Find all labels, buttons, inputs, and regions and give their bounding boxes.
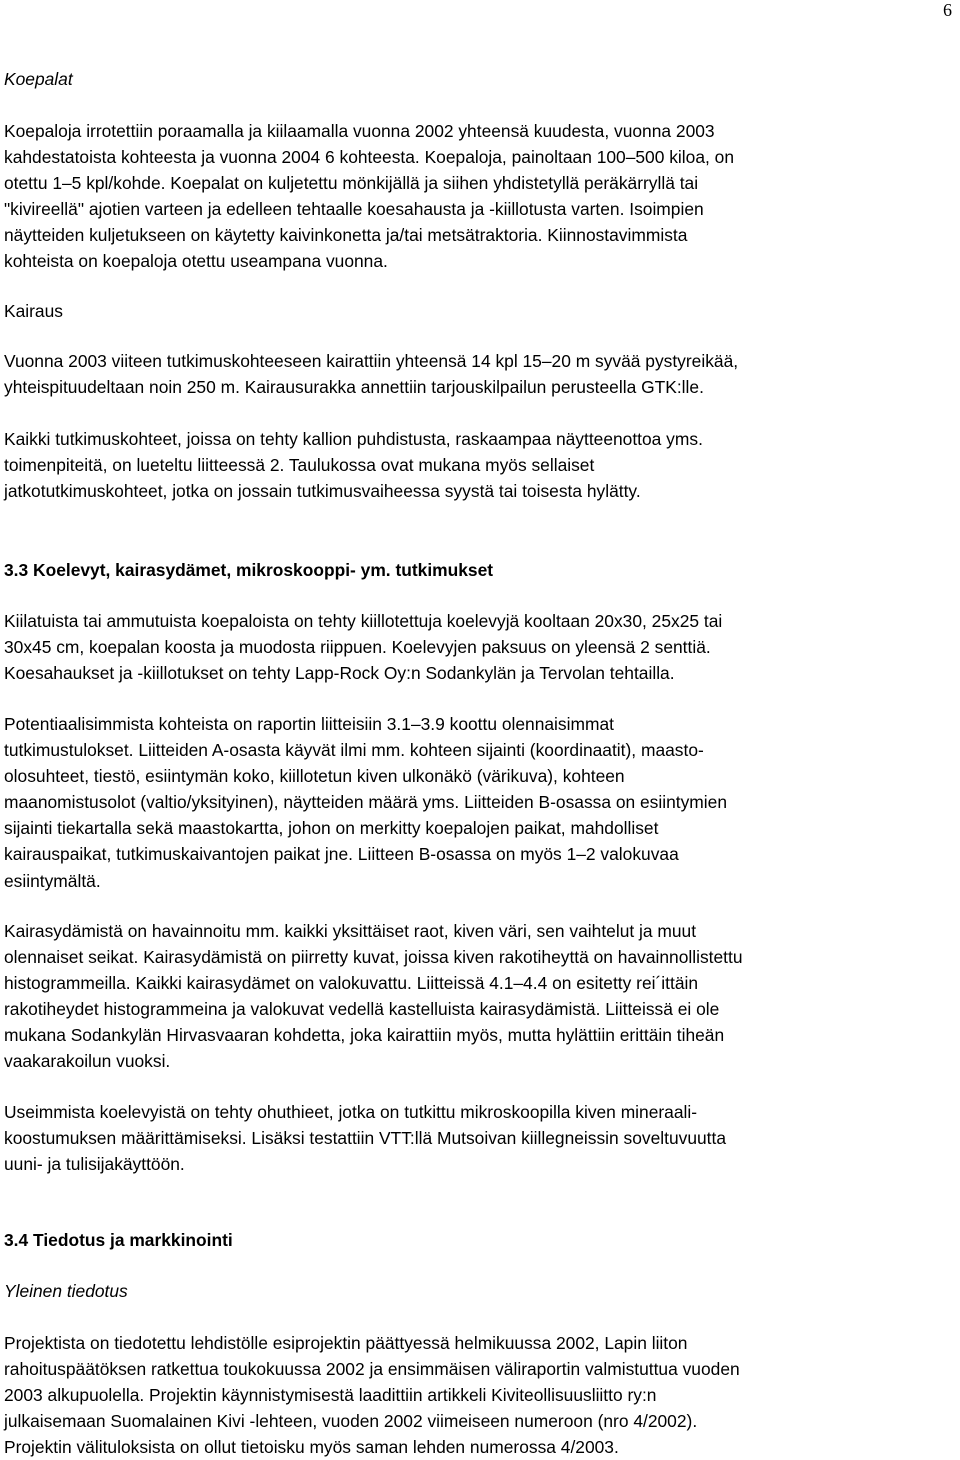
paragraph-3-3-1	[4, 608, 954, 686]
subheading-yleinen-tiedotus: Yleinen tiedotus	[4, 1281, 128, 1301]
paragraph-kairaus-1	[4, 348, 954, 400]
paragraph-koepalat	[4, 118, 954, 275]
text-line: esiintymältä.	[4, 870, 101, 891]
section-heading-3-3: 3.3 Koelevyt, kairasydämet, mikroskooppi- ym. tutkimukset	[4, 560, 494, 580]
text-line: olennaiset seikat. Kairasydämistä on piirretty kuvat, joissa kiven rakotiheyttä on havainnollistettu	[4, 947, 743, 968]
section-heading-koepalat: Koepalat	[4, 69, 73, 89]
paragraph-3-3-4	[4, 1099, 954, 1177]
text-line: näytteiden kuljetukseen on käytetty kaivinkonetta ja/tai metsätraktoria. Kiinnostavimmista	[4, 225, 688, 246]
text-line: otettu 1–5 kpl/kohde. Koepalat on kuljetettu mönkijällä ja siihen yhdistetyllä peräkärryllä tai	[4, 173, 699, 194]
text-line: uuni- ja tulisijakäyttöön.	[4, 1154, 185, 1175]
text-line: rakotiheydet histogrammeina ja valokuvat vedellä kastelluista kairasydämistä. Liitteissä ei ole	[4, 999, 720, 1020]
text-line: 30x45 cm, koepalan koosta ja muodosta riippuen. Koelevyjen paksuus on yleensä 2 senttiä.	[4, 637, 711, 658]
text-line: Koesahaukset ja -kiillotukset on tehty Lapp-Rock Oy:n Sodankylän ja Tervolan tehtailla.	[4, 663, 675, 684]
text-line: "kivireellä" ajotien varteen ja edelleen tehtaalle koesahausta ja -kiillotusta varten. Isoimpien	[4, 199, 704, 220]
text-line: kahdestatoista kohteesta ja vuonna 2004 6 kohteesta. Koepaloja, painoltaan 100–500 kiloa, on	[4, 147, 734, 168]
text-line: koostumuksen määrittämiseksi. Lisäksi testattiin VTT:llä Mutsoivan kiillegneissin soveltuvuutta	[4, 1128, 727, 1149]
text-line: Projektin välituloksista on ollut tietoisku myös saman lehden numerossa 4/2003.	[4, 1437, 619, 1458]
text-line: Projektista on tiedotettu lehdistölle esiprojektin päättyessä helmikuussa 2002, Lapin liiton	[4, 1333, 688, 1353]
paragraph-3-3-3	[4, 918, 954, 1075]
page-number: 6	[943, 0, 952, 20]
text-line: Kiilatuista tai ammutuista koepaloista on tehty kiillotettuja koelevyjä kooltaan 20x30, 25x25 tai	[4, 611, 723, 631]
text-line: kohteista on koepaloja otettu useampana vuonna.	[4, 251, 388, 272]
text-line: yhteispituudeltaan noin 250 m. Kairausurakka annettiin tarjouskilpailun perusteella GTK:lle.	[4, 377, 704, 398]
text-line: rahoituspäätöksen ratkettua toukokuussa 2002 ja ensimmäisen väliraportin valmistuttua vuoden	[4, 1359, 740, 1380]
text-line: 2003 alkupuolella. Projektin käynnistymisestä laadittiin artikkeli Kiviteollisuusliitto ry:n	[4, 1385, 657, 1406]
paragraph-3-3-2	[4, 711, 954, 894]
text-line: toimenpiteitä, on lueteltu liitteessä 2. Taulukossa ovat mukana myös sellaiset	[4, 455, 595, 476]
text-line: histogrammeilla. Kaikki kairasydämet on valokuvattu. Liitteissä 4.1–4.4 on esitetty rei´ittäin	[4, 973, 699, 994]
text-line: sijainti tiekartalla sekä maastokartta, johon on merkitty koepalojen paikat, mahdolliset	[4, 818, 659, 839]
section-heading-3-4: 3.4 Tiedotus ja markkinointi	[4, 1230, 233, 1250]
text-line: Potentiaalisimmista kohteista on raportin liitteisiin 3.1–3.9 koottu olennaisimmat	[4, 714, 614, 734]
text-line: tutkimustulokset. Liitteiden A-osasta käyvät ilmi mm. kohteen sijainti (koordinaatit), maasto-	[4, 740, 704, 761]
text-line: vaakarakoilun vuoksi.	[4, 1051, 171, 1072]
text-line: mukana Sodankylän Hirvasvaaran kohdetta, joka kairattiin myös, mutta hylättiin erittäin tiheän	[4, 1025, 725, 1046]
section-heading-kairaus: Kairaus	[4, 301, 63, 321]
text-line: Useimmista koelevyistä on tehty ohuthieet, jotka on tutkittu mikroskoopilla kiven mineraali-	[4, 1102, 698, 1122]
text-line: olosuhteet, tiestö, esiintymän koko, kiillotetun kiven ulkonäkö (värikuva), kohteen	[4, 766, 625, 787]
text-line: Kairasydämistä on havainnoitu mm. kaikki yksittäiset raot, kiven väri, sen vaihtelut ja muut	[4, 921, 697, 941]
text-line: kairauspaikat, tutkimuskaivantojen paikat jne. Liitteen B-osassa on myös 1–2 valokuvaa	[4, 844, 679, 865]
paragraph-3-4-1	[4, 1330, 954, 1460]
paragraph-kairaus-2	[4, 426, 954, 504]
text-line: julkaisemaan Suomalainen Kivi -lehteen, vuoden 2002 viimeiseen numeroon (nro 4/2002).	[4, 1411, 698, 1432]
text-line: Kaikki tutkimuskohteet, joissa on tehty kallion puhdistusta, raskaampaa näytteenottoa yms.	[4, 429, 703, 449]
text-line: Koepaloja irrotettiin poraamalla ja kiilaamalla vuonna 2002 yhteensä kuudesta, vuonna 2003	[4, 121, 715, 141]
text-line: Vuonna 2003 viiteen tutkimuskohteeseen kairattiin yhteensä 14 kpl 15–20 m syvää pystyreikää,	[4, 351, 739, 371]
text-line: maanomistusolot (valtio/yksityinen), näytteiden määrä yms. Liitteiden B-osassa on esiintymien	[4, 792, 728, 813]
text-line: jatkotutkimuskohteet, jotka on jossain tutkimusvaiheessa syystä tai toisesta hylätty.	[4, 481, 641, 502]
